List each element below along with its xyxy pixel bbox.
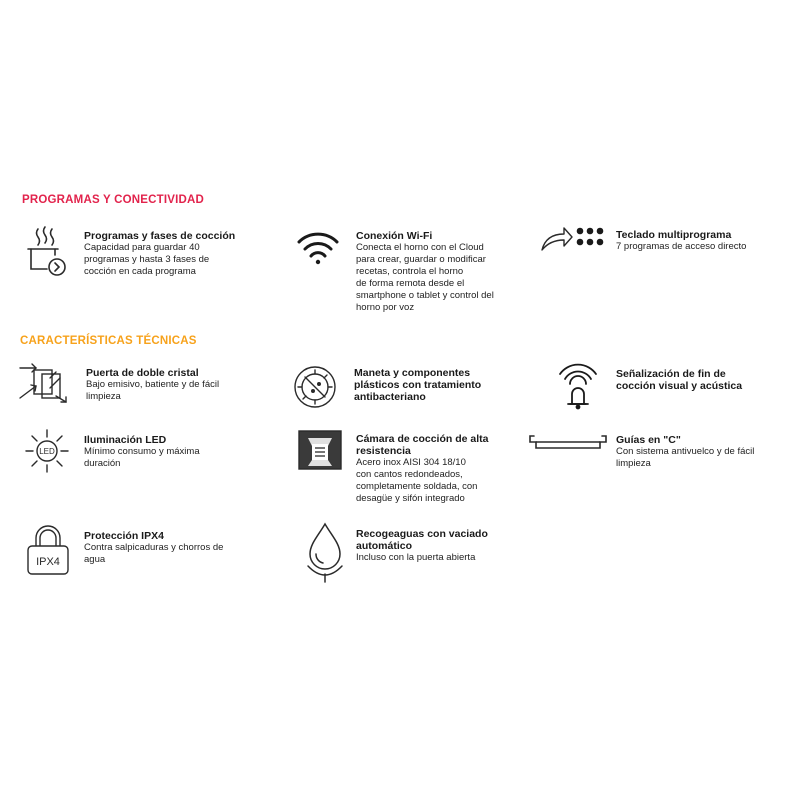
feature-description: Capacidad para guardar 40 programas y hasta 3 fases de cocción en cada programa <box>84 242 210 277</box>
feature-teclado <box>540 220 790 270</box>
oven-chamber-icon <box>298 430 342 470</box>
feature-description: Incluso con la puerta abierta <box>356 552 476 563</box>
keypad-icon <box>540 220 608 254</box>
feature-title: Teclado multiprograma <box>616 229 732 241</box>
svg-text:LED: LED <box>39 447 55 456</box>
feature-title: Recogeaguas con vaciado automático <box>356 528 488 552</box>
feature-title: Maneta y componentes plásticos con tratamiento antibacteriano <box>354 367 482 403</box>
water-drop-icon <box>302 522 348 584</box>
section-title-caracteristicas: CARACTERÍSTICAS TÉCNICAS <box>20 335 197 347</box>
cooking-pot-icon <box>26 225 70 277</box>
feature-title: Señalización de fin de cocción visual y acústica <box>616 368 743 392</box>
feature-recogeaguas <box>302 522 552 588</box>
feature-camara-coccion <box>298 428 548 508</box>
ipx4-lock-icon <box>24 522 72 578</box>
feature-title: Conexión Wi-Fi <box>356 230 433 242</box>
svg-text:IPX4: IPX4 <box>36 556 60 568</box>
feature-guias-c <box>528 428 790 478</box>
feature-description: Con sistema antivuelco y de fácil limpieza <box>616 446 755 469</box>
double-glass-door-icon <box>16 360 68 404</box>
feature-proteccion-ipx4 <box>24 522 274 582</box>
feature-antibacteriano <box>292 362 542 412</box>
c-guides-icon <box>528 432 608 452</box>
feature-title: Protección IPX4 <box>84 530 164 542</box>
wifi-icon <box>296 229 340 267</box>
led-icon <box>24 428 70 474</box>
feature-programas-fases <box>26 225 266 285</box>
section-title-programas: PROGRAMAS Y CONECTIVIDAD <box>22 194 205 206</box>
feature-title: Programas y fases de cocción <box>84 230 236 242</box>
feature-title: Cámara de cocción de alta resistencia <box>356 433 489 457</box>
antibacterial-icon <box>292 364 338 410</box>
feature-description: 7 programas de acceso directo <box>616 241 747 252</box>
feature-description: Mínimo consumo y máxima duración <box>84 446 200 469</box>
feature-puerta-doble-cristal <box>16 360 266 410</box>
feature-iluminacion-led <box>24 428 264 478</box>
feature-senalizacion <box>550 352 790 412</box>
bell-icon <box>550 352 606 408</box>
feature-description: Acero inox AISI 304 18/10 con cantos redondeados, completamente soldada, con desagüe y sifón integrado <box>356 457 478 504</box>
feature-description: Conecta el horno con el Cloud para crear, guardar o modificar recetas, controla el horno de forma remota desde el smartphone o tablet y control del horno por voz <box>356 242 494 313</box>
feature-title: Guías en "C" <box>616 434 681 446</box>
feature-description: Contra salpicaduras y chorros de agua <box>84 542 224 565</box>
feature-title: Puerta de doble cristal <box>86 367 199 379</box>
feature-title: Iluminación LED <box>84 434 167 446</box>
feature-description: Bajo emisivo, batiente y de fácil limpieza <box>86 379 220 402</box>
feature-wifi <box>296 225 536 315</box>
